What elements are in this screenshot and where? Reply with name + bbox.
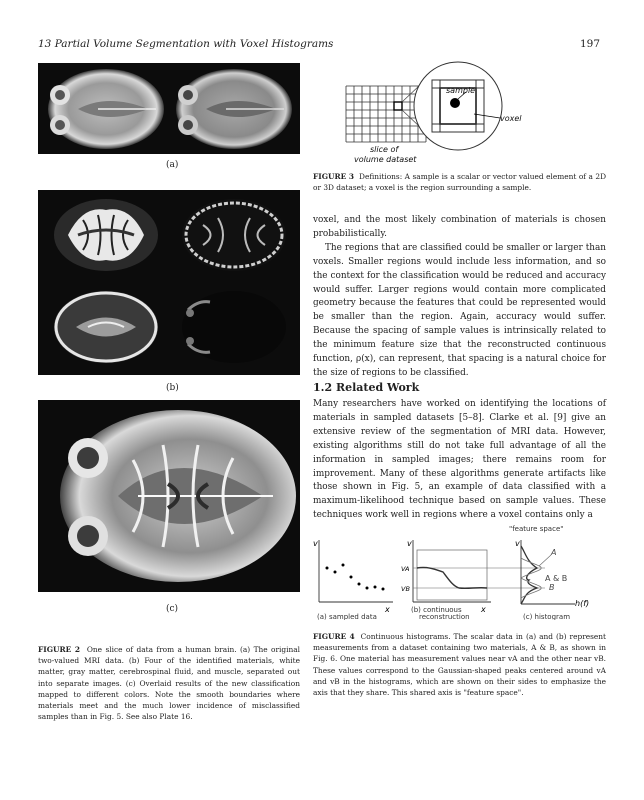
fig4a-sample-point	[342, 564, 345, 567]
fig4c-caption: (c) histogram	[523, 613, 571, 620]
figure3-caption-text: Definitions: A sample is a scalar or vector valued element of a 2D or 3D dataset; a voxel is the region surrounding a sample.	[313, 172, 606, 193]
figure4-diagram	[313, 522, 606, 620]
fig4a-caption: (a) sampled data	[317, 613, 377, 620]
fig4a-sample-point	[326, 567, 329, 570]
section-heading: 1.2 Related Work	[313, 381, 420, 394]
sample-grid	[346, 86, 426, 142]
figure2-caption-prefix: FIGURE 2	[38, 645, 81, 654]
figure2-panel-c	[38, 400, 300, 592]
page-number: 197	[579, 38, 600, 50]
figure2-panel-b	[38, 190, 300, 375]
figure2-caption	[38, 644, 300, 722]
fig4a-sample-point	[350, 576, 353, 579]
fig4b-vb-label: VB	[401, 585, 410, 593]
fig4c-label-b: B	[549, 583, 555, 592]
fig4a-sample-point	[366, 587, 369, 590]
running-header: 13 Partial Volume Segmentation with Voxel Histograms	[38, 38, 334, 50]
sample-label: sample	[446, 86, 476, 95]
slice-label-line2: volume dataset	[354, 155, 417, 164]
fig4c-hf-axis: h(f)	[575, 599, 590, 608]
fig4b-v-axis: v	[407, 539, 412, 548]
fig4a-v-axis: v	[313, 539, 318, 548]
gray-matter-image	[182, 199, 286, 271]
fig4-sampled-data-plot	[313, 539, 393, 620]
paragraph-2: The regions that are classified could be smaller or larger than voxels. Smaller regions would include less information, and so the context for the classification would be reduced and accuracy would suffer. Larger regions would contain more complicated geometry because the features that could be represented would be smaller than the region. Again, accuracy would suffer. Because the spacing of sample values is intrinsically related to the minimum feature size that the reconstructed continuous function, ρ(x), can represent, that spacing is a natural choice for the size of regions to be classified.	[313, 242, 606, 378]
paragraph-1: voxel, and the most likely combination of materials is chosen probabilistically.	[313, 215, 606, 239]
fig4c-label-ab: A & B	[545, 574, 568, 583]
figure4-caption-text: Continuous histograms. The scalar data in (a) and (b) represent measurements from a dataset containing two materials, A & B, as shown in Fig. 6. One material has measurement values near vA and the other near vB. These values correspond to the Gaussian-shaped peaks centered around vA and vB in the histograms, which are shown on their sides to emphasize the axis that they share. This shared axis is "feature space".	[313, 632, 607, 698]
fig4a-sample-point	[358, 583, 361, 586]
figure3-caption-prefix: FIGURE 3	[313, 172, 355, 181]
figure4-caption	[313, 631, 606, 698]
fig4b-va-label: VA	[401, 565, 410, 573]
figure3-caption	[313, 171, 606, 193]
fig4a-x-axis: x	[385, 605, 390, 614]
fig4c-label-a: A	[551, 548, 557, 557]
mri-slice-right	[176, 69, 292, 149]
csf-image	[54, 291, 158, 363]
overlaid-classification-image	[60, 410, 296, 582]
figure2-panel-a	[38, 63, 300, 154]
slice-label-line1: slice of	[370, 145, 399, 154]
white-matter-image	[54, 199, 158, 271]
fig4c-histogram-curve	[521, 546, 537, 604]
figure3-diagram	[340, 56, 550, 168]
fig4c-v-axis: v	[515, 539, 520, 548]
fig4a-sample-point	[374, 586, 377, 589]
paragraph-3: Many researchers have worked on identifying the locations of materials in sampled datasets [5–8]. Clarke et al. [9] give an extensive review of the segmentation of MRI data. However, existing algorithms still do not take full advantage of all the information in sampled images; there remains room for improvement. Many of these algorithms generate artifacts like those shown in Fig. 5, an example of data classified with a maximum-likelihood technique based on sample values. These techniques work well in regions where a voxel contains only a	[313, 399, 606, 521]
voxel-label: voxel	[500, 114, 522, 123]
fig4b-caption-line1: (b) continuous	[411, 606, 462, 614]
figure2-label-b: (b)	[166, 383, 179, 393]
figure2-label-c: (c)	[166, 604, 179, 614]
muscle-image	[182, 291, 286, 363]
body-text-top	[313, 214, 606, 381]
figure4-caption-prefix: FIGURE 4	[313, 632, 355, 641]
body-text-related-work	[313, 398, 606, 523]
fig4a-sample-point	[334, 571, 337, 574]
sample-dot	[450, 98, 460, 108]
fig4a-sample-point	[382, 588, 385, 591]
fig4-histogram-plot	[509, 525, 589, 620]
fig4c-feature-space-label: "feature space"	[509, 525, 564, 533]
mri-slice-left	[48, 69, 164, 149]
fig4b-caption-line2: reconstruction	[419, 613, 470, 620]
figure2-label-a: (a)	[166, 160, 179, 170]
figure2-caption-text: One slice of data from a human brain. (a) The original two-valued MRI data. (b) Four of the identified materials, white matter, gray matter, cerebrospinal fluid, and muscle, separated out into separate images. (c) Overlaid results of the new classification mapped to different colors. Note the smooth boundaries where materials meet and the much lower incidence of misclassified samples than in Fig. 5. See also Plate 16.	[38, 645, 301, 722]
fig4b-x-axis: x	[481, 605, 486, 614]
fig4b-reconstruction-curve	[417, 567, 487, 588]
